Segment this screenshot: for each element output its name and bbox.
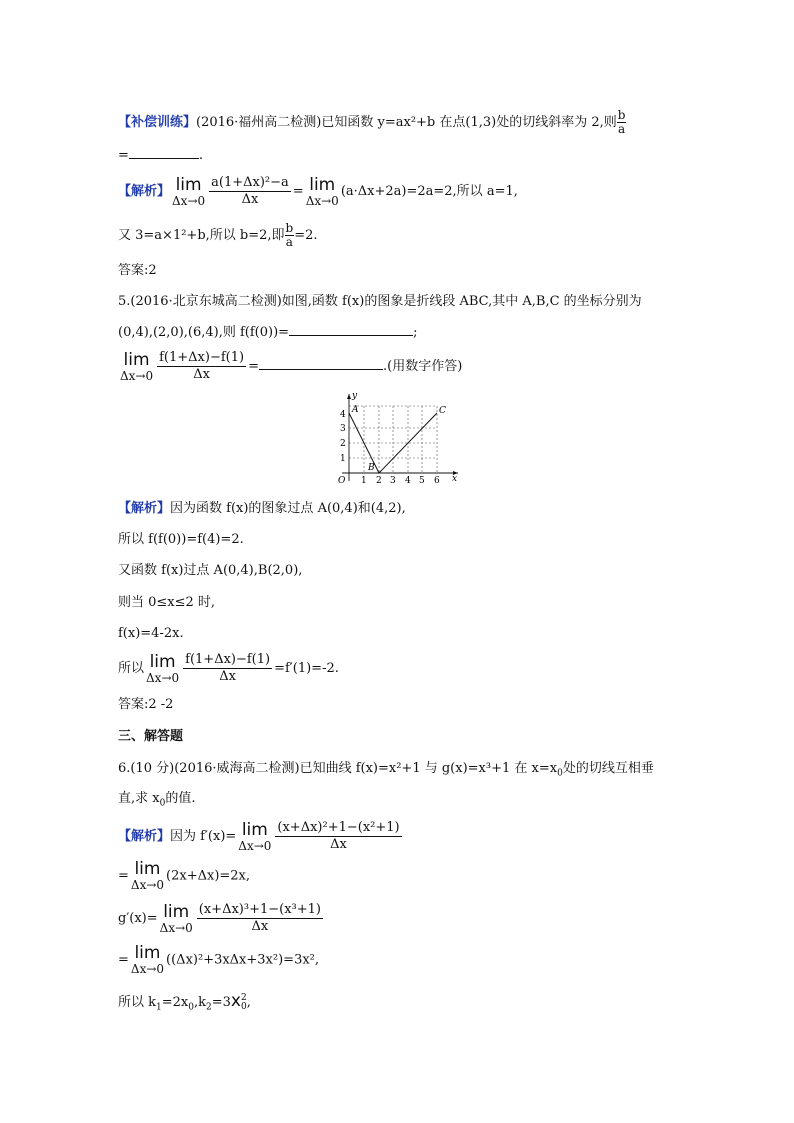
limit-symbol: lim Δx→0 xyxy=(120,349,154,383)
origin-label: O xyxy=(338,476,346,486)
solution5-answer: 答案:2 -2 xyxy=(118,697,174,712)
solution6-line2: = lim Δx→0 (2x+Δx)=2x, xyxy=(118,859,251,892)
x-axis-label: x xyxy=(452,474,458,484)
supplementary-question xyxy=(118,109,626,136)
x-tick-label: 5 xyxy=(419,476,425,486)
solution6-line3: g′(x)= lim Δx→0 $\frac{\text{(x+Δx)³+1−(x³+1)}}{\Delta x}$ xyxy=(118,901,321,935)
limit-symbol: lim Δx→0 xyxy=(159,901,193,935)
solution6-line4: = lim Δx→0 ((Δx)²+3xΔx+3x²)=3x², xyxy=(118,943,320,976)
limit-symbol: lim Δx→0 xyxy=(172,174,206,208)
answer-blank xyxy=(129,146,199,159)
question6-line2: 直,求 $x_0$的值. xyxy=(118,791,196,809)
y-axis-arrow-icon xyxy=(347,394,351,399)
solution-tag: 【解析】 xyxy=(118,184,171,199)
limit-symbol: lim Δx→0 xyxy=(130,859,165,892)
supplementary-solution-line2: 又 3=a×1²+b,所以 b=2,即 $\frac{b}{a}$ =2. xyxy=(118,221,318,249)
y-tick-label: 4 xyxy=(340,410,346,420)
sup-sub-stack: 2 0 xyxy=(240,992,247,1012)
solution6-line1: 【解析】因为 f′(x)= lim Δx→0 $\frac{\text{(x+Δx)²+1−(x²+1)}}{\Delta x}$ xyxy=(118,819,400,853)
y-tick-label: 1 xyxy=(340,454,346,464)
solution5-line6: 所以 lim Δx→0 $\frac{f(1+\Delta x)-f(1)}{\Delta x}$ =f′(1)=-2. xyxy=(118,651,339,685)
x-tick-label: 4 xyxy=(405,476,411,486)
point-b-label: B xyxy=(368,463,375,473)
answer-blank xyxy=(289,323,413,336)
y-axis-label: y xyxy=(352,391,358,401)
solution6-line5: 所以 $k_1=2x_0,k_2=3x$ 2 0 , xyxy=(118,991,251,1013)
difference-quotient: $\frac{\text{a(1+Δx)²−a}}{\Delta x}$ xyxy=(211,175,289,207)
x-tick-label: 2 xyxy=(376,476,382,486)
solution5-line5: f(x)=4-2x. xyxy=(118,626,184,641)
supplementary-tag: 【补偿训练】 xyxy=(118,115,197,130)
supplementary-answer: 答案:2 xyxy=(118,263,157,278)
solution5-line4: 则当 0≤x≤2 时, xyxy=(118,595,216,610)
x-tick-label: 3 xyxy=(390,476,396,486)
b-over-a-fraction: $\frac{b}{a}$ xyxy=(285,221,294,249)
solution-tag: 【解析】 xyxy=(118,829,171,844)
supplementary-solution-line1: 【解析】 lim Δx→0 $\frac{\text{a(1+Δx)²−a}}{\Delta x}$ = lim Δx→0 (a·Δx+2a)=2a=2,所以 a=1, xyxy=(118,174,518,208)
limit-symbol: lim Δx→0 xyxy=(130,943,165,976)
point-a-label: A xyxy=(352,405,359,415)
solution5-line1: 【解析】因为函数 f(x)的图象过点 A(0,4)和(4,2), xyxy=(118,501,406,516)
limit-symbol: lim Δx→0 xyxy=(305,174,339,208)
solution5-line3: 又函数 f(x)过点 A(0,4),B(2,0), xyxy=(118,563,303,578)
limit-symbol: lim Δx→0 xyxy=(146,651,180,685)
polyline-graph xyxy=(324,386,464,486)
solution-tag: 【解析】 xyxy=(118,501,171,516)
supplementary-question-text: (2016·福州高二检测)已知函数 y=ax²+b 在点(1,3)处的切线斜率为 2,则 xyxy=(196,115,617,130)
question5-line1: 5.(2016·北京东城高二检测)如图,函数 f(x)的图象是折线段 ABC,其中 A,B,C 的坐标分别为 xyxy=(118,294,642,309)
y-tick-label: 2 xyxy=(340,439,346,449)
supplementary-answer-line: = . xyxy=(118,148,204,163)
limit-symbol: lim Δx→0 xyxy=(238,819,272,853)
x-tick-label: 6 xyxy=(434,476,440,486)
b-over-a-fraction: $\frac{b}{a}$ xyxy=(617,108,626,136)
difference-quotient: $\frac{f(1+\Delta x)-f(1)}{\Delta x}$ xyxy=(185,652,271,684)
answer-blank xyxy=(259,357,383,370)
difference-quotient: $\frac{f(1+\Delta x)-f(1)}{\Delta x}$ xyxy=(159,350,245,382)
x-tick-label: 1 xyxy=(361,476,367,486)
point-c-label: C xyxy=(439,406,446,416)
section-heading: 三、解答题 xyxy=(118,729,184,744)
y-tick-label: 3 xyxy=(340,424,346,434)
question6-line1: 6.(10 分)(2016·威海高二检测)已知曲线 f(x)=x²+1 与 g(x)=x³+1 在 $x=x_0$处的切线互相垂 xyxy=(118,761,654,779)
question5-line3: lim Δx→0 $\frac{f(1+\Delta x)-f(1)}{\Delta x}$ = .(用数字作答) xyxy=(120,349,463,383)
derivative-quotient: $\frac{\text{(x+Δx)³+1−(x³+1)}}{\Delta x}$ xyxy=(198,902,321,934)
question5-line2: (0,4),(2,0),(6,4),则 f(f(0))= ; xyxy=(118,325,418,340)
derivative-quotient: $\frac{\text{(x+Δx)²+1−(x²+1)}}{\Delta x}$ xyxy=(277,820,400,852)
solution5-line2: 所以 f(f(0))=f(4)=2. xyxy=(118,532,244,547)
